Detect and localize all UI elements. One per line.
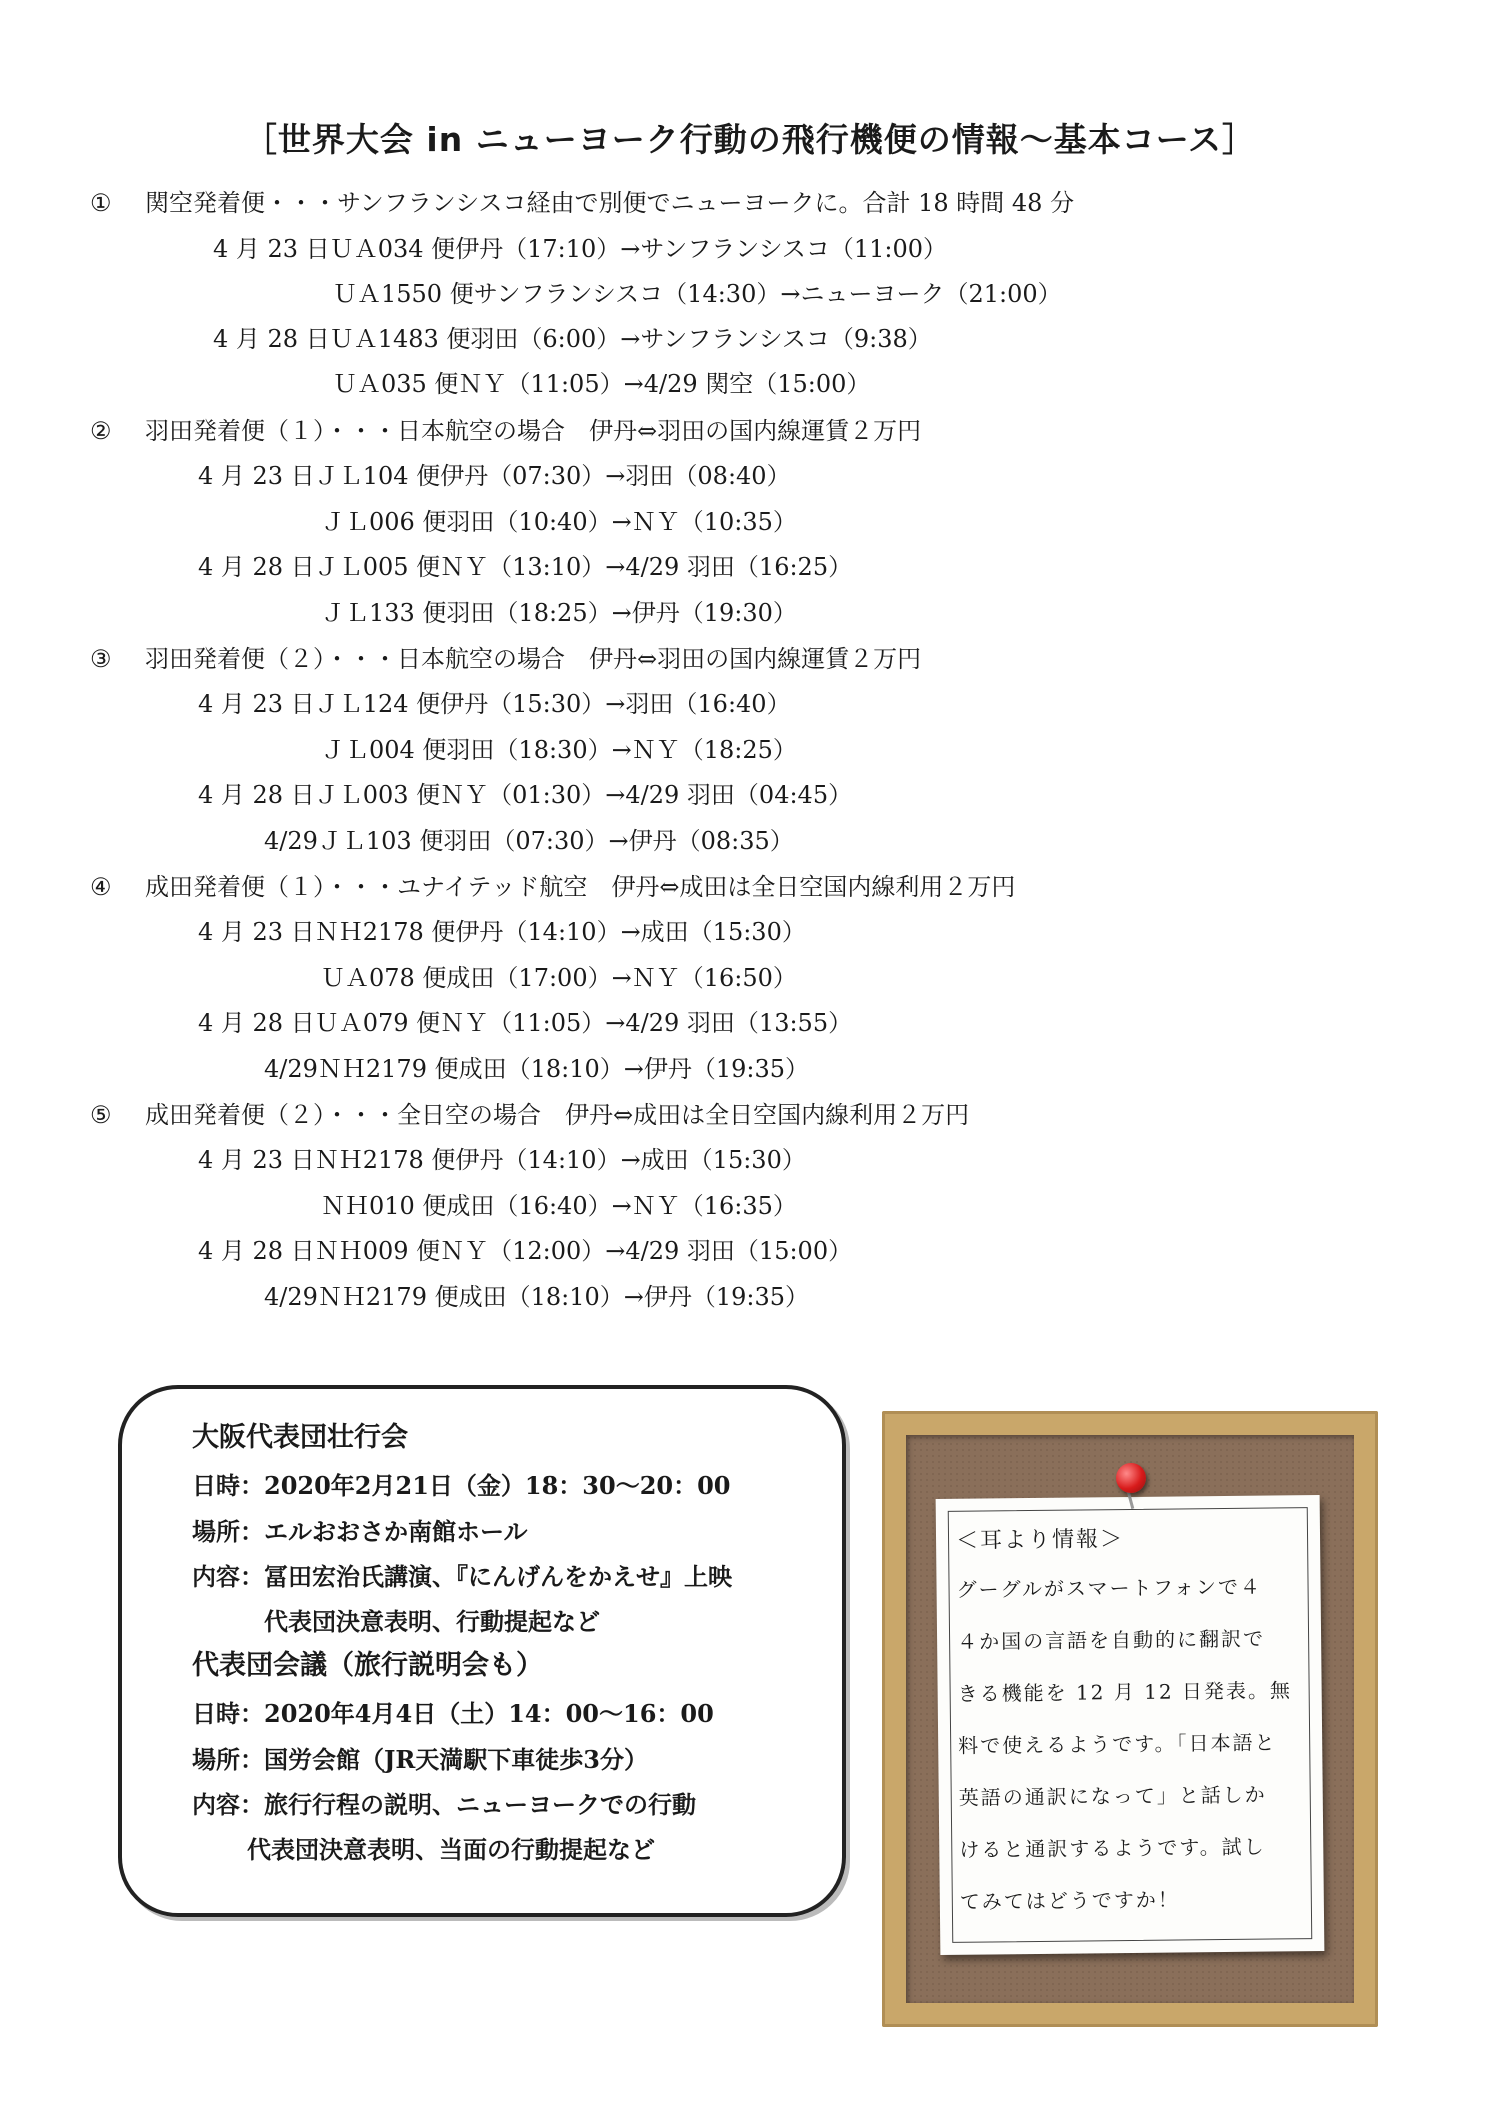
route-1-header: 関空発着便・・・サンフランシスコ経由で別便でニューヨークに。合計 18 時間 48 分 <box>145 189 1075 217</box>
route-4-flight-4: 4/29ＮＨ2179 便成田（18:10）→伊丹（19:35） <box>264 1055 810 1083</box>
meeting-content: 内容：旅行行程の説明、ニューヨークでの行動 <box>192 1790 696 1819</box>
send-off-content: 内容：冨田宏治氏講演、『にんげんをかえせ』上映 <box>192 1562 732 1591</box>
route-2-flight-2: ＪＬ006 便羽田（10:40）→ＮＹ（10:35） <box>321 508 797 536</box>
note-line-6: けると通訳するようです。試し <box>959 1834 1266 1862</box>
meeting-place: 場所：国労会館（JR天満駅下車徒歩3分） <box>192 1745 648 1774</box>
route-3-flight-3: 4 月 28 日ＪＬ003 便ＮＹ（01:30）→4/29 羽田（04:45） <box>198 781 853 809</box>
note-frame <box>948 1507 1313 1943</box>
note-line-5: 英語の通訳になって」と話しか <box>958 1782 1267 1810</box>
note-line-3: きる機能を 12 月 12 日発表。無 <box>957 1678 1293 1706</box>
route-4-number: ④ <box>90 873 112 901</box>
route-3-header: 羽田発着便（２）・・・日本航空の場合 伊丹⇔羽田の国内線運賃２万円 <box>145 645 922 673</box>
event-info-box <box>118 1385 846 1917</box>
send-off-place: 場所：エルおおさか南館ホール <box>192 1517 528 1546</box>
send-off-datetime: 日時：2020年2月21日（金）18：30～20：00 <box>192 1471 731 1500</box>
route-2-flight-1: 4 月 23 日ＪＬ104 便伊丹（07:30）→羽田（08:40） <box>198 462 791 490</box>
note-line-2: ４か国の言語を自動的に翻訳で <box>956 1626 1266 1654</box>
route-5-flight-3: 4 月 28 日ＮＨ009 便ＮＹ（12:00）→4/29 羽田（15:00） <box>198 1237 853 1265</box>
note-title: ＜耳より情報＞ <box>955 1527 1125 1554</box>
note-line-7: てみてはどうですか！ <box>959 1887 1180 1914</box>
route-1-flight-3: 4 月 28 日ＵＡ1483 便羽田（6:00）→サンフランシスコ（9:38） <box>213 325 932 353</box>
route-5-flight-2: ＮＨ010 便成田（16:40）→ＮＹ（16:35） <box>321 1192 797 1220</box>
note-line-1: グーグルがスマートフォンで４ <box>956 1574 1263 1602</box>
route-3-flight-4: 4/29ＪＬ103 便羽田（07:30）→伊丹（08:35） <box>264 827 794 855</box>
route-3-number: ③ <box>90 645 112 673</box>
cork-board <box>882 1411 1378 2027</box>
route-2-flight-4: ＪＬ133 便羽田（18:25）→伊丹（19:30） <box>321 599 797 627</box>
pinned-note <box>936 1495 1325 1955</box>
pushpin-icon <box>1116 1463 1146 1493</box>
route-4-header: 成田発着便（１）・・・ユナイテッド航空 伊丹⇔成田は全日空国内線利用２万円 <box>145 873 1016 901</box>
route-2-number: ② <box>90 417 112 445</box>
route-5-flight-4: 4/29ＮＨ2179 便成田（18:10）→伊丹（19:35） <box>264 1283 810 1311</box>
route-4-flight-2: ＵＡ078 便成田（17:00）→ＮＹ（16:50） <box>321 964 797 992</box>
route-4-flight-1: 4 月 23 日ＮＨ2178 便伊丹（14:10）→成田（15:30） <box>198 918 806 946</box>
route-3-flight-2: ＪＬ004 便羽田（18:30）→ＮＹ（18:25） <box>321 736 797 764</box>
route-5-flight-1: 4 月 23 日ＮＨ2178 便伊丹（14:10）→成田（15:30） <box>198 1146 806 1174</box>
route-1-number: ① <box>90 189 112 217</box>
route-2-flight-3: 4 月 28 日ＪＬ005 便ＮＹ（13:10）→4/29 羽田（16:25） <box>198 553 853 581</box>
route-1-flight-1: 4 月 23 日ＵＡ034 便伊丹（17:10）→サンフランシスコ（11:00） <box>213 235 948 263</box>
route-5-number: ⑤ <box>90 1101 112 1129</box>
route-4-flight-3: 4 月 28 日ＵＡ079 便ＮＹ（11:05）→4/29 羽田（13:55） <box>198 1009 853 1037</box>
route-2-header: 羽田発着便（１）・・・日本航空の場合 伊丹⇔羽田の国内線運賃２万円 <box>145 417 922 445</box>
note-line-4: 料で使えるようです。「日本語と <box>958 1730 1277 1758</box>
meeting-datetime: 日時：2020年4月4日（土）14：00～16：00 <box>192 1699 714 1728</box>
meeting-content-2: 代表団決意表明、当面の行動提起など <box>247 1835 655 1864</box>
route-5-header: 成田発着便（２）・・・全日空の場合 伊丹⇔成田は全日空国内線利用２万円 <box>145 1101 970 1129</box>
page-title: ［世界大会 in ニューヨーク行動の飛行機便の情報～基本コース］ <box>243 120 1257 159</box>
route-3-flight-1: 4 月 23 日ＪＬ124 便伊丹（15:30）→羽田（16:40） <box>198 690 791 718</box>
meeting-title: 代表団会議（旅行説明会も） <box>192 1650 543 1681</box>
route-1-flight-4: ＵＡ035 便ＮＹ（11:05）→4/29 関空（15:00） <box>333 370 871 398</box>
route-1-flight-2: ＵＡ1550 便サンフランシスコ（14:30）→ニューヨーク（21:00） <box>333 280 1062 308</box>
send-off-content-2: 代表団決意表明、行動提起など <box>264 1607 600 1636</box>
send-off-title: 大阪代表団壮行会 <box>192 1422 408 1453</box>
